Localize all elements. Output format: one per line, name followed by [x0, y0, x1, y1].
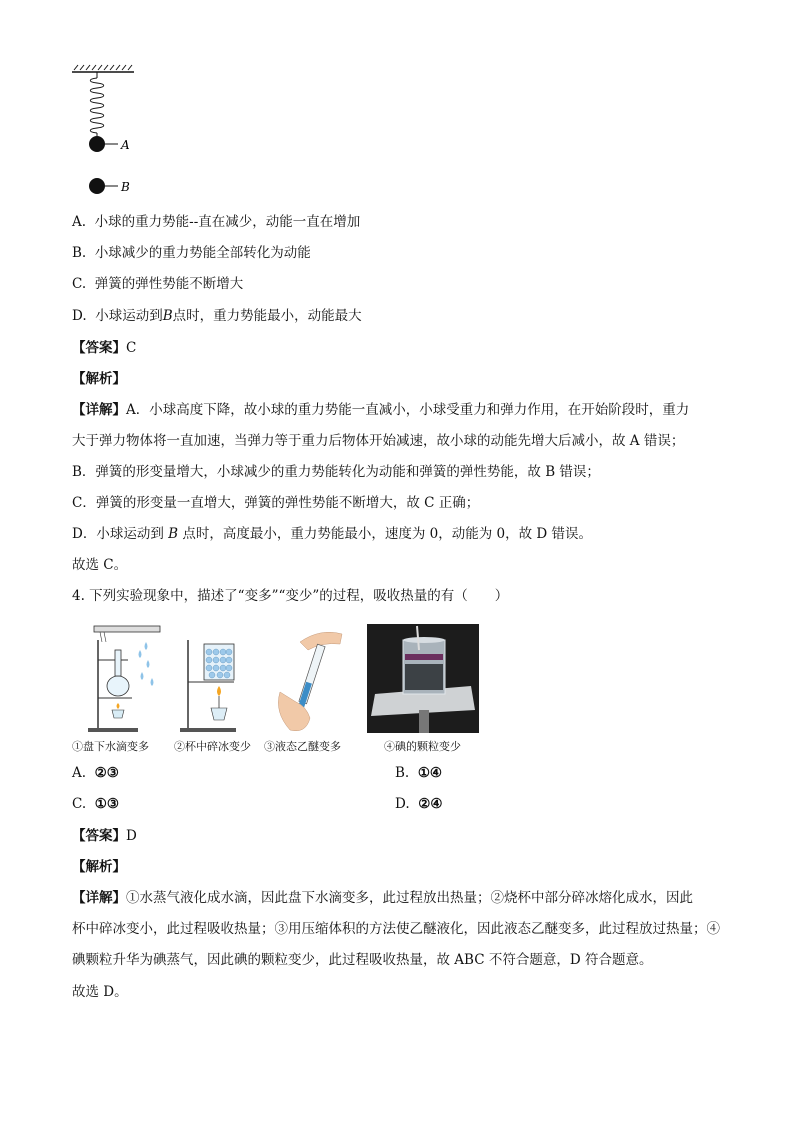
- caption-2: ②杯中碎冰变少: [174, 740, 251, 753]
- q3-answer: 【答案】C: [72, 340, 137, 356]
- q3-detail-line-4: C．弹簧的形变量一直增大，弹簧的弹性势能不断增大，故 C 正确；: [72, 495, 480, 511]
- caption-1: ①盘下水滴变多: [72, 740, 149, 753]
- q4-option-a: A. ②③: [72, 765, 119, 781]
- q3-detail-line-2: 大于弹力物体将一直加速，当弹力等于重力后物体开始减速，故小球的动能先增大后减小，故 A 错误；: [72, 433, 685, 449]
- q3-option-c: C. 弹簧的弹性势能不断增大: [72, 276, 244, 292]
- q3-analysis-tag: 【解析】: [72, 371, 126, 387]
- q4-option-d: D. ②④: [395, 796, 443, 812]
- q3-option-b: B. 小球减少的重力势能全部转化为动能: [72, 245, 311, 261]
- spring-ball-figure: [66, 60, 156, 200]
- figure-syringe: [270, 622, 350, 735]
- q4-detail-line-3: 碘颗粒升华为碘蒸气，因此碘的颗粒变少，此过程吸收热量，故 ABC 不符合题意，D 符合题意。: [72, 952, 653, 968]
- q3-option-a: A. 小球的重力势能--直在减少，动能一直在增加: [72, 214, 361, 230]
- ball-b: [89, 178, 105, 194]
- label-b: B: [121, 180, 130, 194]
- caption-4: ④碘的颗粒变少: [384, 740, 461, 753]
- q4-analysis-tag: 【解析】: [72, 859, 126, 875]
- q4-detail-line-2: 杯中碎冰变小，此过程吸收热量；③用压缩体积的方法使乙醚液化，因此液态乙醚变多，此过程放过热量；④: [72, 921, 720, 937]
- q3-option-d: D. 小球运动到B点时，重力势能最小，动能最大: [72, 308, 362, 324]
- q3-detail-line-5: D．小球运动到 B 点时，高度最小，重力势能最小，速度为 0，动能为 0，故 D 错误。: [72, 526, 593, 542]
- q4-conclusion: 故选 D。: [72, 984, 128, 1000]
- caption-3: ③液态乙醚变多: [264, 740, 341, 753]
- figure-beaker-ice: [178, 630, 258, 735]
- ball-a: [89, 136, 105, 152]
- q4-detail-line-1: 【详解】①水蒸气液化成水滴，因此盘下水滴变多，此过程放出热量；②烧杯中部分碎冰熔化成水，因此: [72, 890, 693, 906]
- q3-detail-line-3: B．弹簧的形变量增大，小球减少的重力势能转化为动能和弹簧的弹性势能，故 B 错误；: [72, 464, 600, 480]
- q4-option-b: B. ①④: [395, 765, 443, 781]
- q4-answer: 【答案】D: [72, 828, 137, 844]
- figure-iodine-photo: [367, 624, 479, 733]
- q3-detail-line-1: 【详解】A．小球高度下降，故小球的重力势能一直减小，小球受重力和弹力作用，在开始阶段时，重力: [72, 402, 690, 418]
- q3-conclusion: 故选 C。: [72, 557, 128, 573]
- q4-stem: 4. 下列实验现象中，描述了“变多”“变少”的过程，吸收热量的有（ ）: [72, 588, 509, 604]
- figure-tray-drops: [80, 620, 170, 735]
- q4-option-c: C. ①③: [72, 796, 119, 812]
- label-a: A: [121, 138, 130, 152]
